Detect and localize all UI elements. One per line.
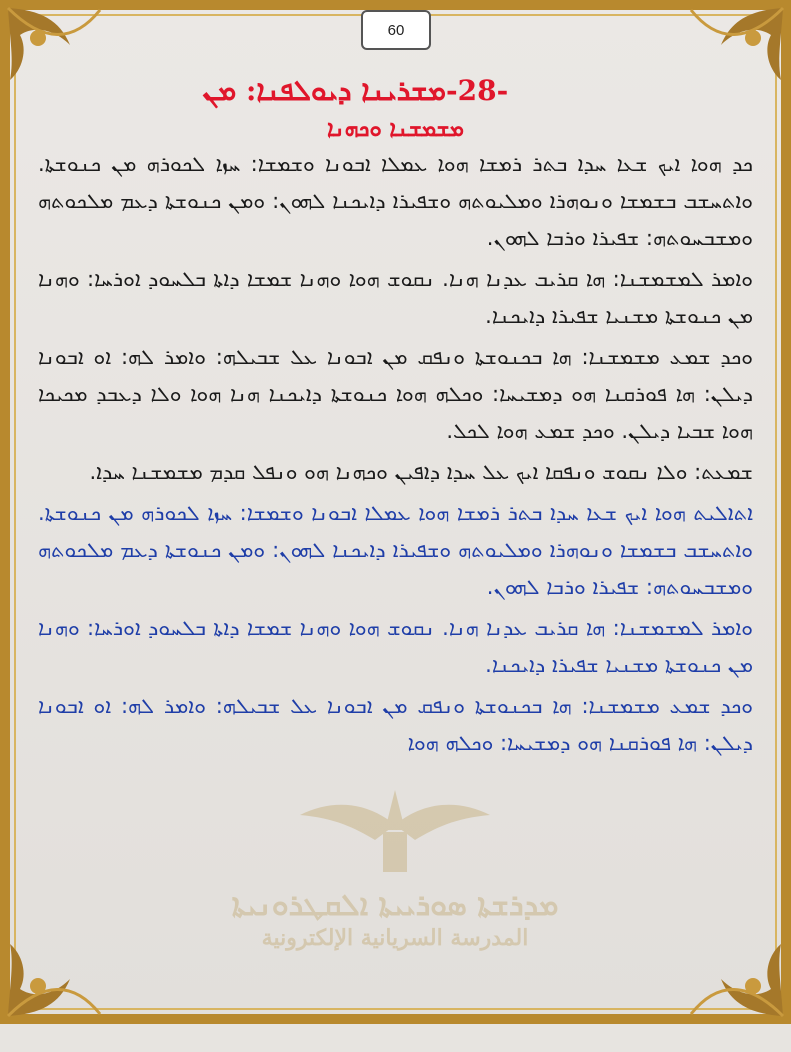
paragraph: ܘܐܡܪ ܠܡܫܡܫܢܐ: ܗܐ ܩܪܝܒ ܥܕܢܐ ܗܢܐ. ܢܩܘܫ ܗܘܐ ܘܗܢܐ ܫܡܫܐ ܕܐܬܐ ܒܠܚܘܕ ܐܘܪܚܐ: ܘܗܢܐ ܡܢ ܟܢܘܫܬܐ ܡܫܢܝܐ ܫܦܝܪܐ ܕܐܝܟܢܐ. [38, 616, 753, 677]
paragraph: ܟܕ ܗܘܐ ܐܝܟ ܫܥܐ ܚܕܐ ܒܬܪ ܪܡܫܐ ܗܘܐ ܥܡܠܐ ܐܒܘܢܐ ܘܫܡܫܐ: ܚܙܐ ܠܟܘܪܗ ܡܢ ܟܢܘܫܬܐ. ܘܐܬܚܫܒ ܒܫܡܫܐ ܘܢܘܗܪܐ ܘܡܠܝܘܬܗ ܘܫܦܝܪܐ ܕܐܝܟܢܐ ܠܗܘܢ: ܘܡܢ ܟܢܘܫܬܐ ܕܥܡ ܡܠܟܘܬܗ ܘܡܫܒܚܘܬܗ: ܫܦܝܪܐ ܘܪܒܐ ܠܗܘܢ. [38, 152, 753, 250]
ornament-corner-icon [681, 0, 791, 110]
paragraph: ܘܟܕ ܫܡܥ ܡܫܡܫܢܐ: ܗܐ ܒܟܢܘܫܬܐ ܘܢܦܩ ܡܢ ܐܒܘܢܐ ܥܠ ܫܒܝܠܗ: ܘܐܡܪ ܠܗ: ܐܘ ܐܒܘܢܐ ܕܝܠܢ: ܗܐ ܦܘܪܩܢܐ ܗܘ ܕܡܫܝܚܐ: ܘܟܠܗ ܗܘܐ [38, 694, 753, 755]
page-number: 60 [361, 10, 431, 50]
page-title: -28-ܡܫܪܝܢܐ ܕܝܘܠܦܢܐ: ܡܢ [202, 74, 509, 107]
paragraph: ܐܬܐܠܝܬ ܗܘܐ ܐܝܟ ܫܥܐ ܚܕܐ ܒܬܪ ܪܡܫܐ ܗܘܐ ܥܡܠܐ ܐܒܘܢܐ ܘܫܡܫܐ: ܚܙܐ ܠܟܘܪܗ ܡܢ ܟܢܘܫܬܐ. ܘܐܬܚܫܒ ܒܫܡܫܐ ܘܢܘܗܪܐ ܘܡܠܝܘܬܗ ܘܫܦܝܪܐ ܕܐܝܟܢܐ ܠܗܘܢ: ܘܡܢ ܟܢܘܫܬܐ ܕܥܡ ܡܠܟܘܬܗ ܘܡܫܒܚܘܬܗ: ܫܦܝܪܐ ܘܪܒܐ ܠܗܘܢ. [38, 501, 753, 599]
paragraph: ܘܐܡܪ ܠܡܫܡܫܢܐ: ܗܐ ܩܪܝܒ ܥܕܢܐ ܗܢܐ. ܢܩܘܫ ܗܘܐ ܘܗܢܐ ܫܡܫܐ ܕܐܬܐ ܒܠܚܘܕ ܐܘܪܚܐ: ܘܗܢܐ ܡܢ ܟܢܘܫܬܐ ܡܫܢܝܐ ܫܦܝܪܐ ܕܐܝܟܢܐ. [38, 267, 753, 328]
ornament-corner-icon [0, 914, 110, 1024]
watermark-syriac-text: ܡܕܪܫܬܐ ܣܘܪܝܝܬܐ ܐܠܩܛܪܘܢܝܬܐ [231, 888, 559, 923]
page-subtitle: ܡܫܡܫܢܐ ܘܟܗܢܐ [327, 116, 464, 142]
paragraph: ܫܡܥܬ: ܘܠܐ ܢܩܘܫ ܘܢܦܩܐ ܐܝܟ ܥܠ ܚܕܐ ܕܐܦܝܢ ܘܟܗܢܐ ܗܘ ܘܢܦܠ ܩܕܡ ܡܫܡܫܢܐ ܚܕܐ. [89, 460, 753, 484]
paragraph: ܘܟܕ ܫܡܥ ܡܫܡܫܢܐ: ܗܐ ܒܟܢܘܫܬܐ ܘܢܦܩ ܡܢ ܐܒܘܢܐ ܥܠ ܫܒܝܠܗ: ܘܐܡܪ ܠܗ: ܐܘ ܐܒܘܢܐ ܕܝܠܢ: ܗܐ ܦܘܪܩܢܐ ܗܘ ܕܡܫܝܚܐ: ܘܟܠܗ ܗܘܐ ܟܢܘܫܬܐ ܕܐܝܟܢܐ ܗܢܐ ܗܘܐ ܘܠܐ ܕܥܒܕ ܡܟܝܟܐ ܗܘܐ ܫܒܝܐ ܕܝܠܢ. ܘܟܕ ܫܡܥ ܗܘܐ ܠܟܠ. [38, 345, 753, 443]
watermark-arabic-text: المدرسة السريانية الإلكترونية [261, 925, 529, 951]
ornament-corner-icon [0, 0, 110, 110]
body-text [38, 146, 753, 766]
ornament-corner-icon [681, 914, 791, 1024]
